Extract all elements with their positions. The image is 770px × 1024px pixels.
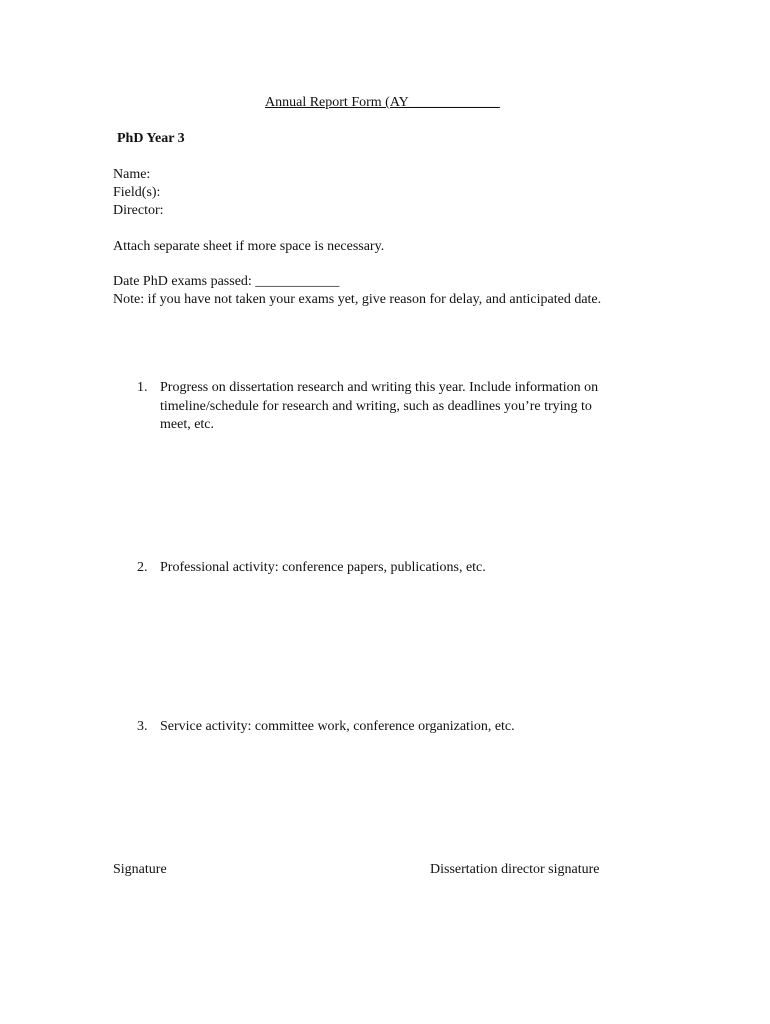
year-heading: PhD Year 3 (117, 131, 185, 146)
exams-note: Note: if you have not taken your exams yet, give reason for delay, and anticipated date. (113, 292, 602, 307)
question-1-line-2: timeline/schedule for research and writing, such as deadlines you’re trying to (160, 399, 592, 414)
question-3-line-1: Service activity: committee work, conference organization, etc. (160, 719, 515, 734)
fields-label: Field(s): (113, 185, 161, 200)
exams-passed-line: Date PhD exams passed: ____________ (113, 274, 340, 289)
director-signature-label: Dissertation director signature (430, 862, 600, 877)
question-1-number: 1. (137, 380, 148, 395)
question-3-number: 3. (137, 719, 148, 734)
student-signature-label: Signature (113, 862, 167, 877)
director-label: Director: (113, 203, 164, 218)
name-label: Name: (113, 167, 151, 182)
question-2-line-1: Professional activity: conference papers, publications, etc. (160, 560, 486, 575)
attach-note: Attach separate sheet if more space is necessary. (113, 239, 385, 254)
question-1-line-1: Progress on dissertation research and writing this year. Include information on (160, 380, 599, 395)
form-title: Annual Report Form (AY_____________ (265, 95, 500, 110)
question-1-line-3: meet, etc. (160, 417, 215, 432)
question-2-number: 2. (137, 560, 148, 575)
